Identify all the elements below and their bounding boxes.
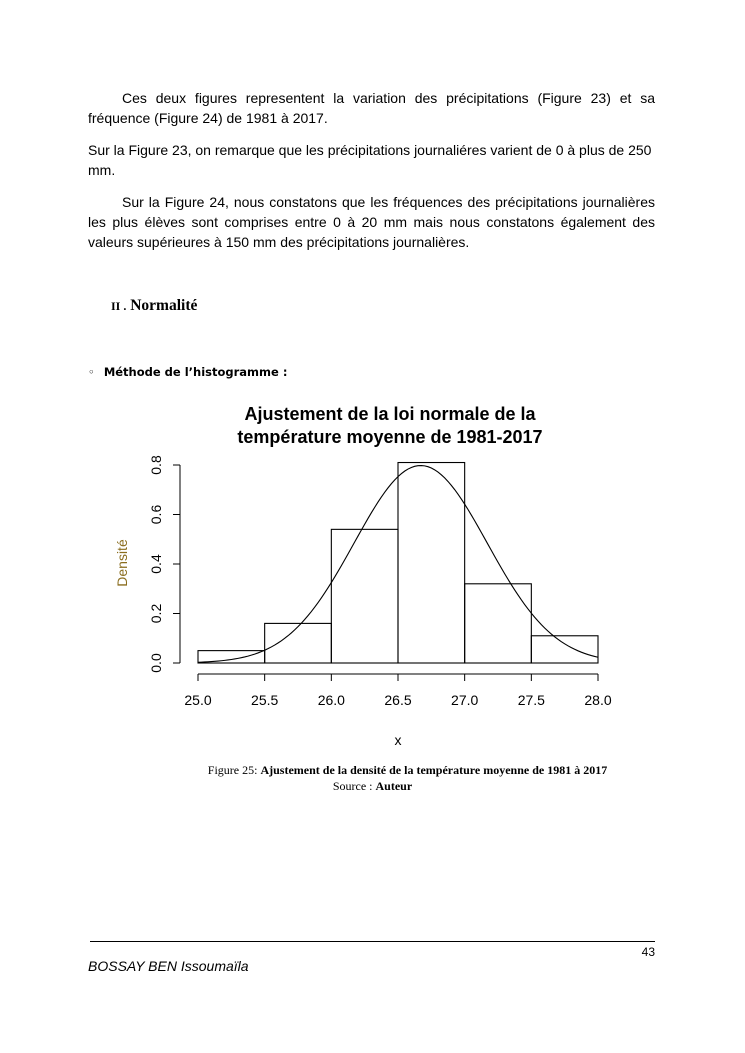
paragraph-3: Sur la Figure 24, nous constatons que les fréquences des précipitations journalières les plus élèves sont comprises entre 0 à 20 mm mais nous constatons également des valeurs supérieures à 150 mm des précipitations journalières. (88, 194, 655, 250)
histogram-bar-3 (398, 463, 465, 663)
histogram-bar-5 (531, 636, 598, 663)
histogram-bar-0 (198, 651, 265, 663)
figure-source (0, 779, 745, 794)
x-tick-label-1: 25.5 (251, 692, 279, 708)
histogram-bar-4 (465, 584, 532, 663)
chart-title-line-1: Ajustement de la loi normale de la (244, 404, 536, 424)
paragraph-2: Sur la Figure 23, on remarque que les précipitations journaliéres varient de 0 à plus de 250 mm. (88, 142, 652, 178)
caption-title: Ajustement de la densité de la température moyenne de 1981 à 2017 (260, 763, 608, 777)
x-tick-label-0: 25.0 (184, 692, 212, 708)
chart-title-line-2: température moyenne de 1981-2017 (237, 427, 543, 447)
section-number: II . (111, 299, 127, 313)
figure-caption (35, 763, 745, 778)
y-tick-label-1: 0.2 (148, 603, 164, 624)
footer-author: BOSSAY BEN Issoumaïla (88, 958, 249, 974)
caption-prefix: Figure 25: (207, 763, 261, 777)
x-axis-label: x (394, 732, 402, 748)
section-heading (111, 297, 197, 315)
y-tick-label-0: 0.0 (148, 653, 164, 673)
footer-divider (90, 941, 655, 942)
x-axis (184, 674, 611, 708)
section-title: Normalité (130, 297, 198, 314)
bullet-icon: ◦ (88, 365, 95, 379)
paragraph-1: Ces deux figures representent la variation des précipitations (Figure 23) et sa fréquence (Figure 24) de 1981 à 2017. (88, 90, 655, 126)
x-tick-label-4: 27.0 (451, 692, 479, 708)
page-number: 43 (641, 945, 655, 959)
histogram-bar-1 (265, 623, 332, 663)
source-label: Source : (332, 779, 376, 793)
x-tick-label-6: 28.0 (584, 692, 612, 708)
y-tick-label-3: 0.6 (148, 504, 164, 525)
source-value: Auteur (375, 779, 413, 793)
subsection-title: Méthode de l’histogramme : (103, 365, 288, 379)
y-tick-label-4: 0.8 (148, 455, 164, 475)
subsection-heading (88, 365, 287, 379)
y-axis-label: Densité (114, 539, 130, 587)
x-tick-label-5: 27.5 (517, 692, 545, 708)
y-tick-label-2: 0.4 (148, 554, 164, 574)
y-axis (148, 455, 180, 673)
x-tick-label-2: 26.0 (317, 692, 345, 708)
x-tick-label-3: 26.5 (384, 692, 412, 708)
histogram-chart (100, 398, 620, 753)
histogram-bar-2 (331, 529, 398, 663)
